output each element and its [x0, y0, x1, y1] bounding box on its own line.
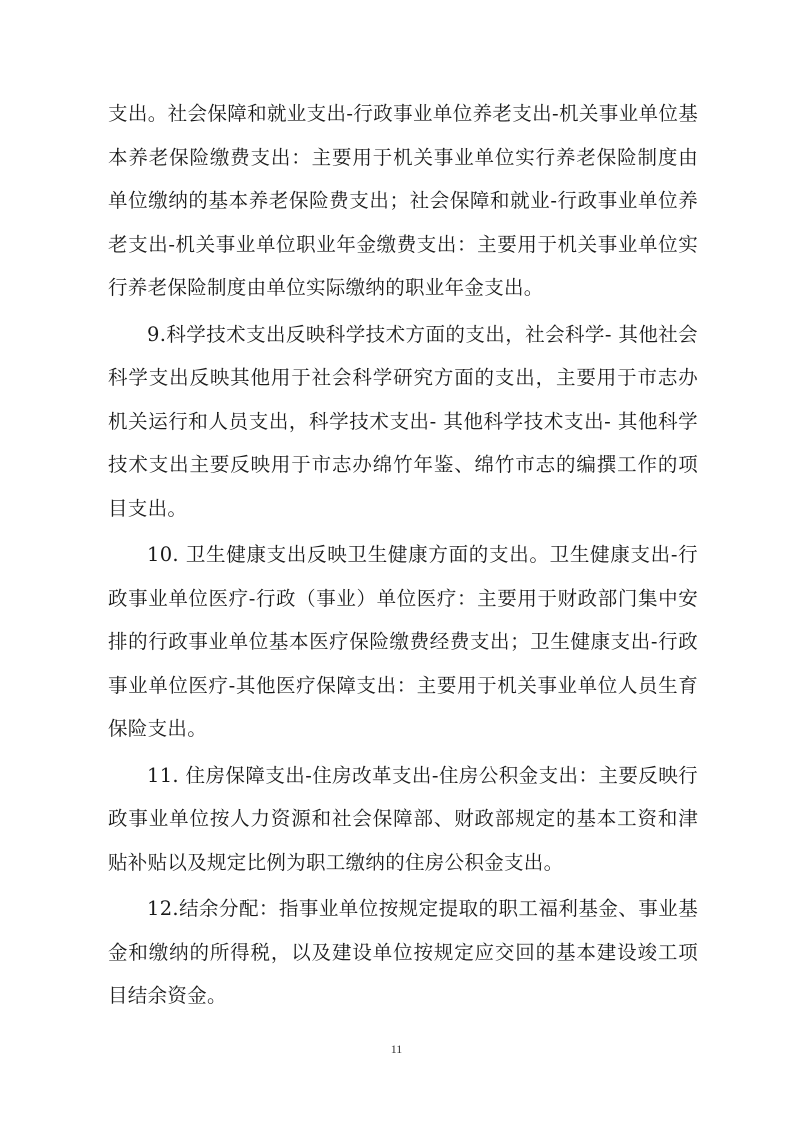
page-number: 11 [390, 1042, 403, 1056]
document-body [108, 92, 698, 1018]
paragraph-item-11: 11. 住房保障支出-住房改革支出-住房公积金支出：主要反映行政事业单位按人力资源和社会保障部、财政部规定的基本工资和津贴补贴以及规定比例为职工缴纳的住房公积金支出。 [108, 763, 698, 874]
paragraph-item-10: 10. 卫生健康支出反映卫生健康方面的支出。卫生健康支出-行政事业单位医疗-行政（事业）单位医疗：主要用于财政部门集中安排的行政事业单位基本医疗保险缴费经费支出；卫生健康支出-行政事业单位医疗-其他医疗保障支出：主要用于机关事业单位人员生育保险支出。 [108, 543, 698, 740]
paragraph-item-9: 9.科学技术支出反映科学技术方面的支出，社会科学- 其他社会科学支出反映其他用于社会科学研究方面的支出，主要用于市志办机关运行和人员支出，科学技术支出- 其他科学技术支出- 其他科学技术支出主要反映用于市志办绵竹年鉴、绵竹市志的编撰工作的项目支出。 [108, 322, 698, 520]
paragraph-item-12: 12.结余分配：指事业单位按规定提取的职工福利基金、事业基金和缴纳的所得税，以及建设单位按规定应交回的基本建设竣工项目结余资金。 [108, 897, 698, 1007]
paragraph-continued: 支出。社会保障和就业支出-行政事业单位养老支出-机关事业单位基本养老保险缴费支出：主要用于机关事业单位实行养老保险制度由单位缴纳的基本养老保险费支出；社会保障和就业-行政事业单位养老支出-机关事业单位职业年金缴费支出：主要用于机关事业单位实行养老保险制度由单位实际缴纳的职业年金支出。 [108, 102, 698, 299]
